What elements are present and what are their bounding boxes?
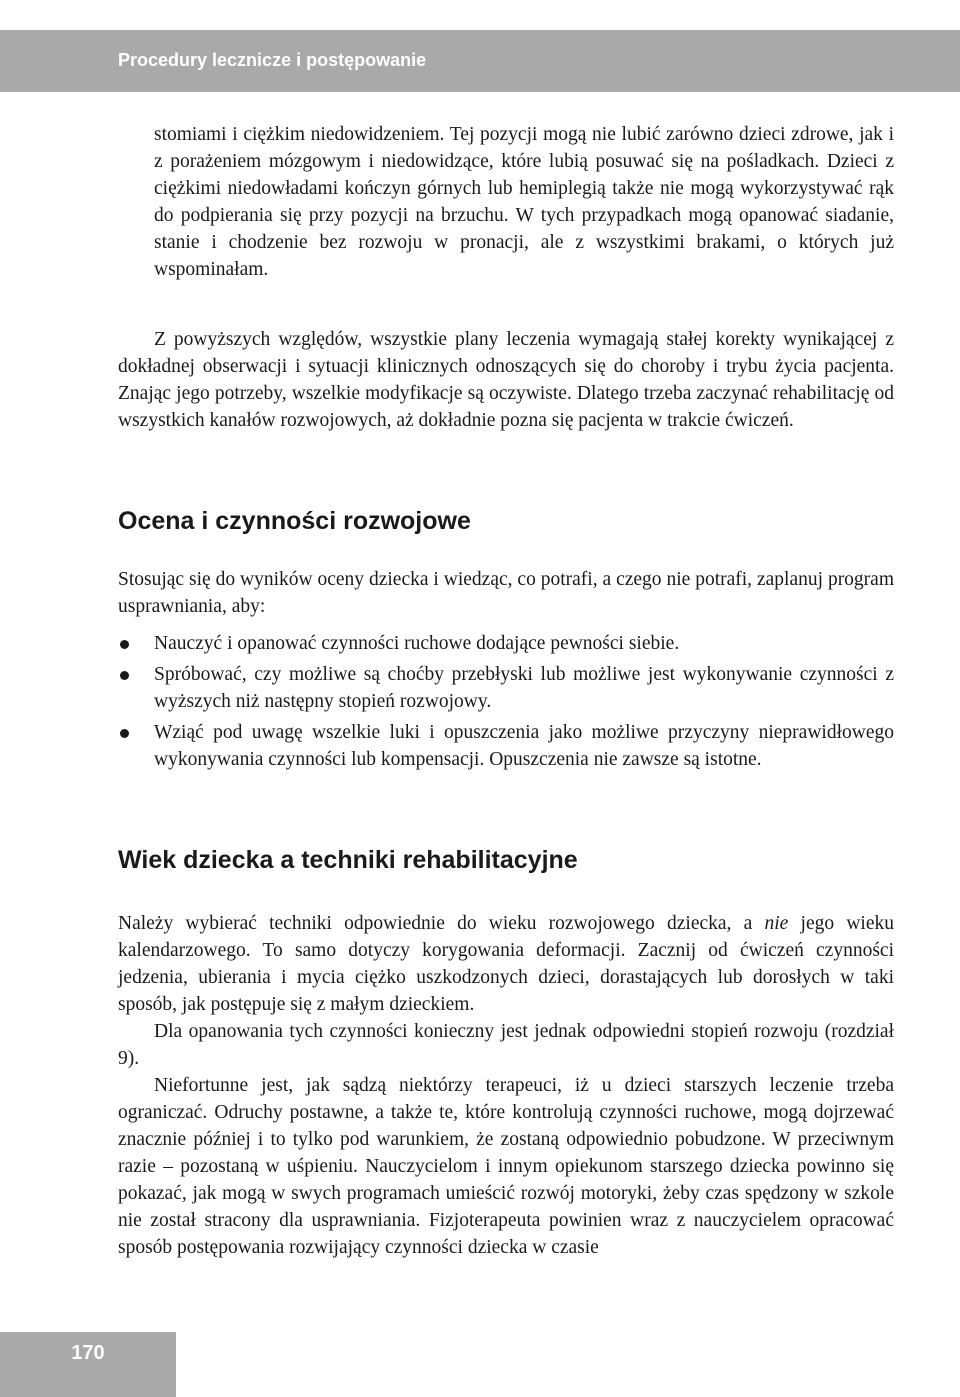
paragraph-text: Stosując się do wyników oceny dziecka i wiedząc, co potrafi, a czego nie potrafi, zaplanuj program usprawniania, aby: <box>118 569 894 617</box>
page-number: 170 <box>71 1342 105 1364</box>
section-body <box>118 910 894 1261</box>
list-item: Wziąć pod uwagę wszelkie luki i opuszczenia jako możliwe przyczyny nieprawidłowego wykonywania czynności lub kompensacji. Opuszczenia nie zawsze są istotne. <box>118 719 894 773</box>
running-header-title: Procedury lecznicze i postępowanie <box>118 50 427 70</box>
bullet-icon <box>120 640 129 649</box>
paragraph-text: Dla opanowania tych czynności konieczny jest jednak odpowiedni stopień rozwoju (rozdział 9). <box>118 1021 894 1069</box>
section-heading-ocena: Ocena i czynności rozwojowe <box>118 507 471 535</box>
section-intro <box>118 566 894 620</box>
paragraph-text: Należy wybierać techniki odpowiednie do wieku rozwojowego dziecka, a nie jego wieku kalendarzowego. To samo dotyczy korygowania deformacji. Zacznij od ćwiczeń czynności jedzenia, ubierania i mycia ciężko uszkodzonych dzieci, dorastających lub dorosłych w taki sposób, jak postępuje się z małym dzieckiem. <box>118 913 895 1015</box>
bullet-icon <box>120 671 129 680</box>
paragraph-block <box>118 326 894 434</box>
section-heading-wiek: Wiek dziecka a techniki rehabilitacyjne <box>118 846 578 874</box>
paragraph-continuation <box>118 121 894 283</box>
paragraph-text: stomiami i ciężkim niedowidzeniem. Tej pozycji mogą nie lubić zarówno dzieci zdrowe, jak i z porażeniem mózgowym i niedowidzące, które lubią posuwać się na pośladkach. Dzieci z ciężkimi niedowładami kończyn górnych lub hemiplegią także nie mogą wykorzystywać rąk do podpierania się przy pozycji na brzuchu. W tych przypadkach mogą opanować siadanie, stanie i chodzenie bez rozwoju w pronacji, ale z wszystkimi brakami, o których już wspominałam. <box>154 124 894 280</box>
list-item: Nauczyć i opanować czynności ruchowe dodające pewności siebie. <box>118 630 894 657</box>
emphasis: nie <box>764 913 789 934</box>
paragraph-text: Z powyższych względów, wszystkie plany leczenia wymagają stałej korekty wynikającej z dokładnej obserwacji i sytuacji klinicznych odnoszących się do choroby i trybu życia pacjenta. Znając jego potrzeby, wszelkie modyfikacje są oczywiste. Dlatego trzeba zaczynać rehabilitację od wszystkich kanałów rozwojowych, aż dokładnie pozna się pacjenta w trakcie ćwiczeń. <box>118 329 894 431</box>
paragraph-text: Niefortunne jest, jak sądzą niektórzy terapeuci, iż u dzieci starszych leczenie trzeba ograniczać. Odruchy postawne, a także te, które kontrolują czynności ruchowe, mogą dojrzewać znacznie później i to tylko pod warunkiem, że zostaną odpowiednio pobudzone. W przeciwnym razie – pozostaną w uśpieniu. Nauczycielom i innym opiekunom starszego dziecka powinno się pokazać, jak mogą w swych programach umieścić rozwój motoryki, żeby czas spędzony w szkole nie został stracony dla usprawniania. Fizjoterapeuta powinien wraz z nauczycielem opracować sposób postępowania rozwijający czynności dziecka w czasie <box>118 1075 894 1258</box>
list-item: Spróbować, czy możliwe są choćby przebłyski lub możliwe jest wykonywanie czynności z wyższych niż następny stopień rozwojowy. <box>118 661 894 715</box>
bullet-list <box>118 630 894 777</box>
bullet-icon <box>120 729 129 738</box>
